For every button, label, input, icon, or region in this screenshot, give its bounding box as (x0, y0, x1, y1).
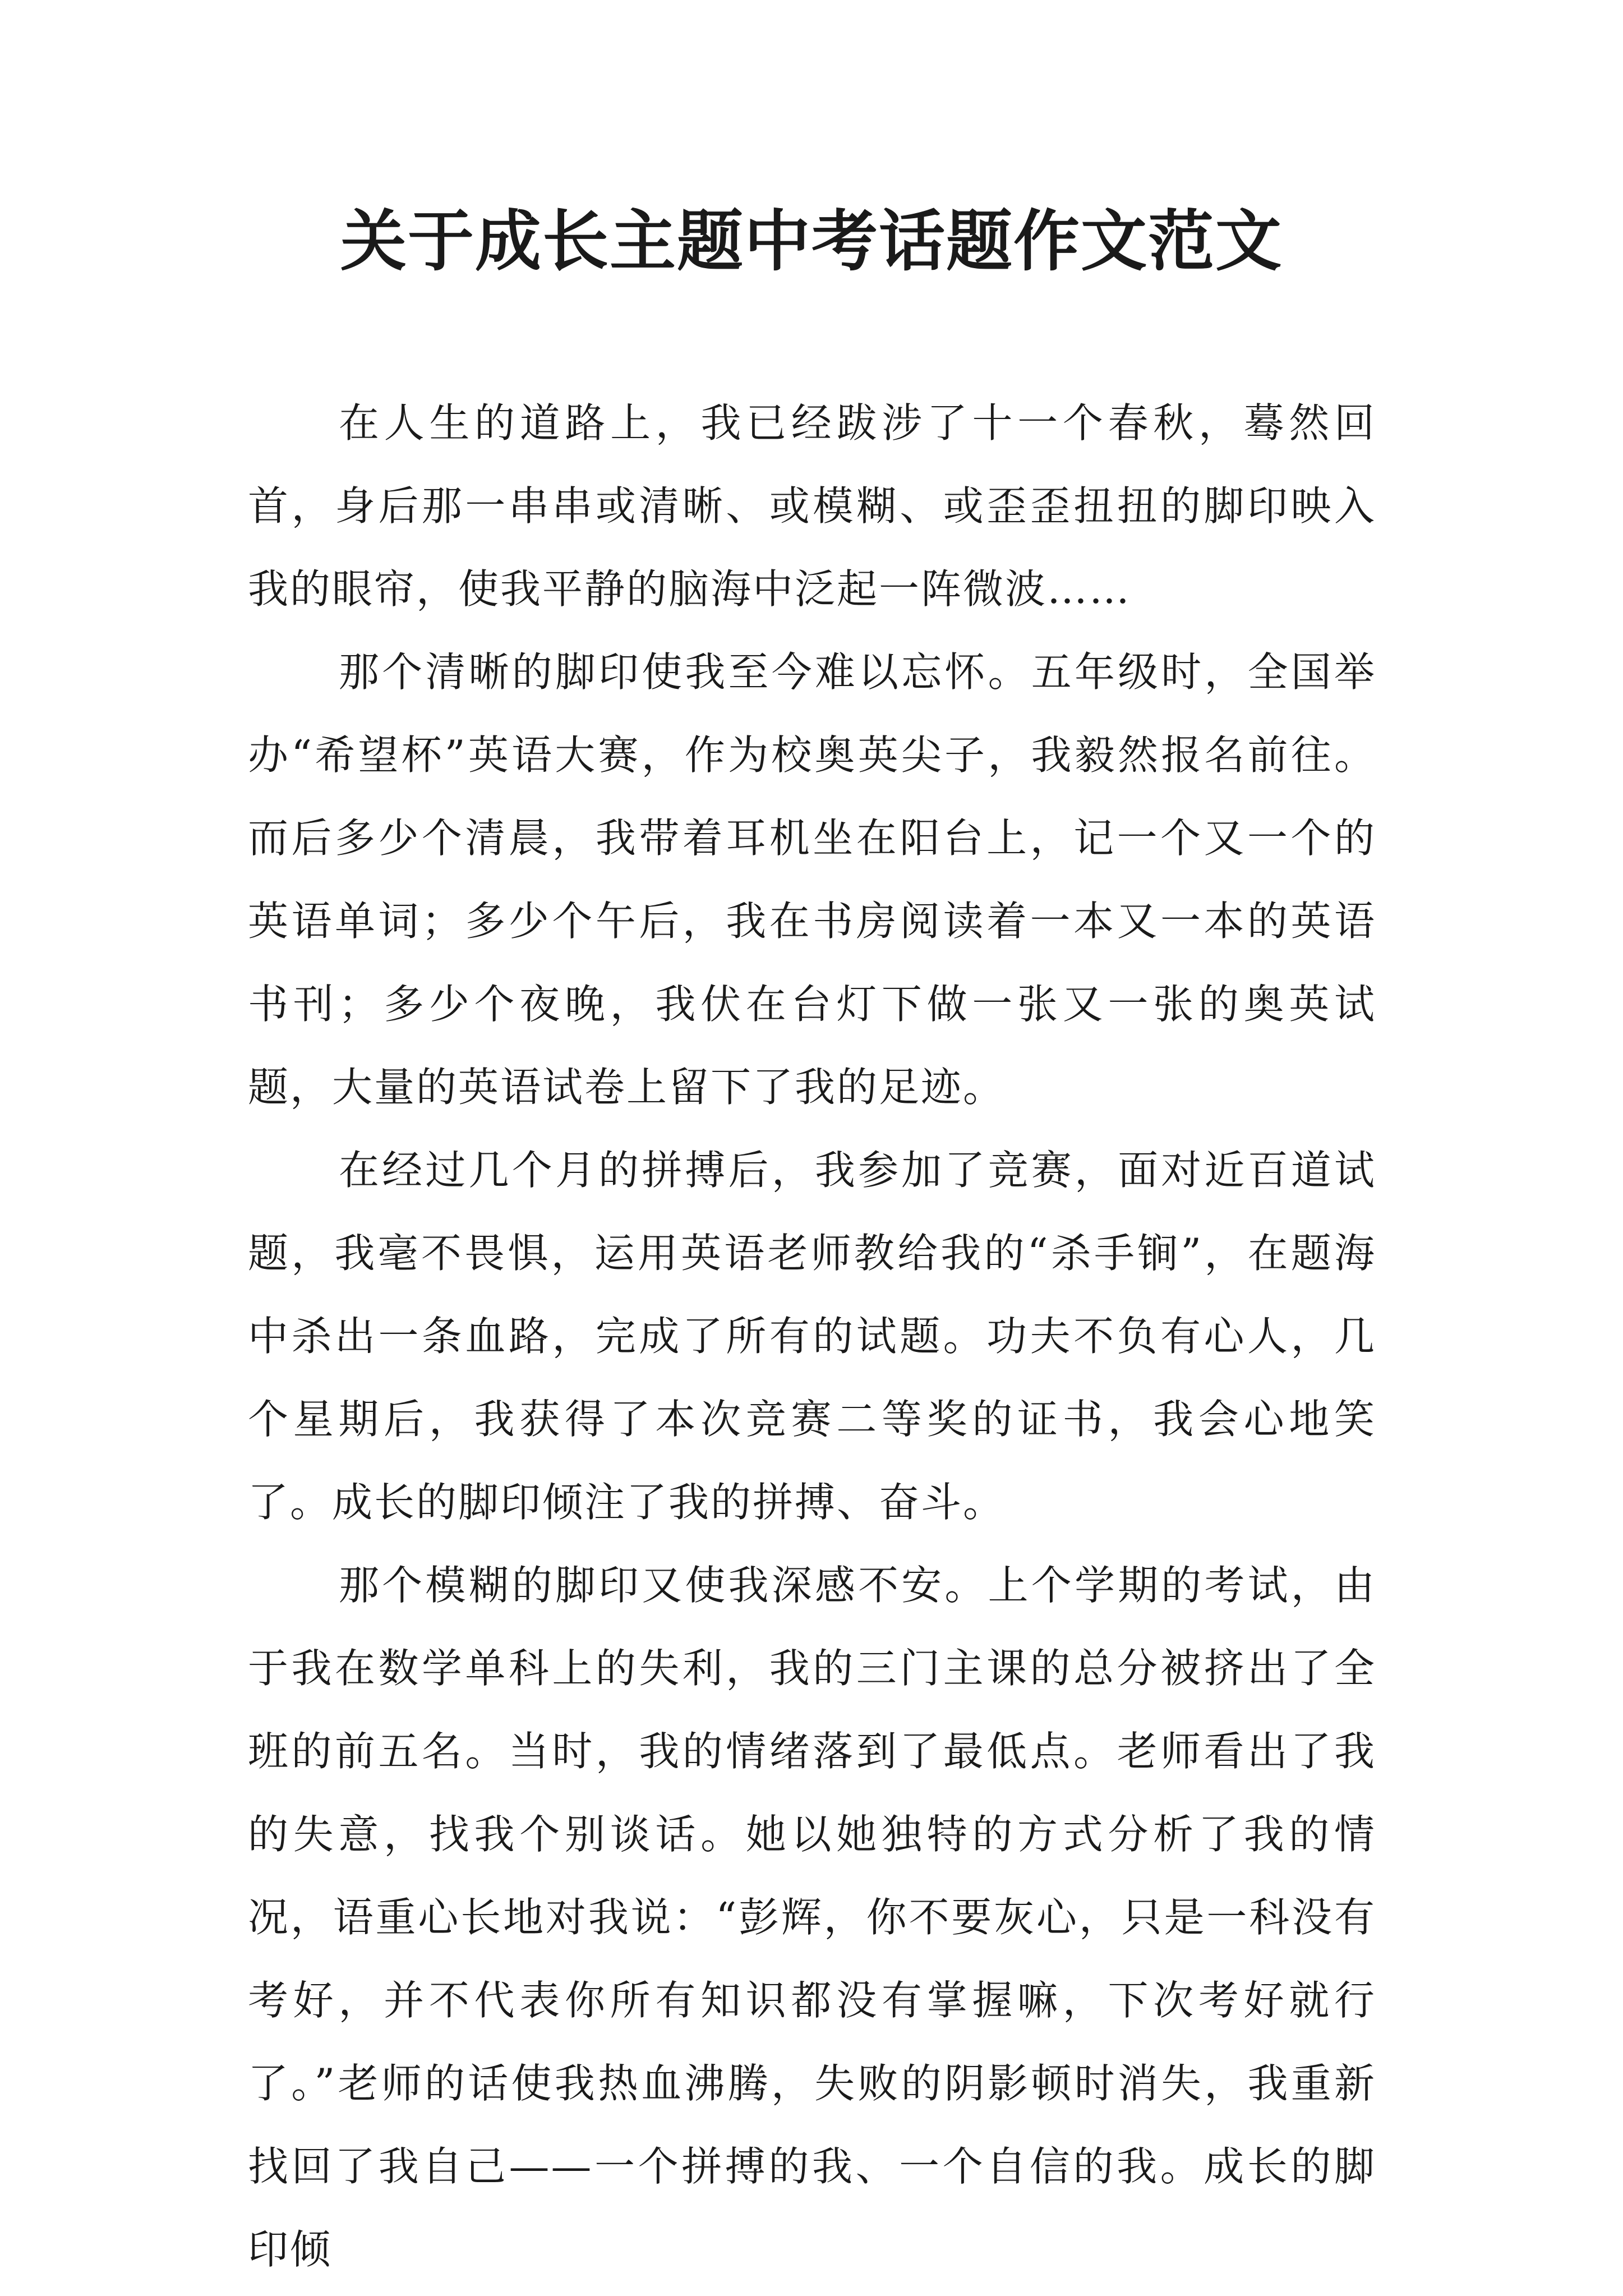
paragraph-3: 在经过几个月的拼搏后，我参加了竞赛，面对近百道试题，我毫不畏惧，运用英语老师教给我的“杀手锏”，在题海中杀出一条血路，完成了所有的试题。功夫不负有心人，几个星期后，我获得了本次竞赛二等奖的证书，我会心地笑了。成长的脚印倾注了我的拼搏、奋斗。 (248, 1147, 1376, 1526)
paragraph-2: 那个清晰的脚印使我至今难以忘怀。五年级时，全国举办“希望杯”英语大赛，作为校奥英尖子，我毅然报名前往。而后多少个清晨，我带着耳机坐在阳台上，记一个又一个的英语单词；多少个午后，我在书房阅读着一本又一本的英语书刊；多少个夜晚，我伏在台灯下做一张又一张的奥英试题，大量的英语试卷上留下了我的足迹。 (248, 648, 1376, 1111)
paragraph-4: 那个模糊的脚印又使我深感不安。上个学期的考试，由于我在数学单科上的失利，我的三门主课的总分被挤出了全班的前五名。当时，我的情绪落到了最低点。老师看出了我的失意，找我个别谈话。她以她独特的方式分析了我的情况，语重心长地对我说：“彭辉，你不要灰心，只是一科没有考好，并不代表你所有知识都没有掌握嘛，下次考好就行了。”老师的话使我热血沸腾，失败的阴影顿时消失，我重新找回了我自己——一个拼搏的我、一个自信的我。成长的脚印倾 (248, 1562, 1376, 2273)
document-title: 关于成长主题中考话题作文范文 (340, 202, 1283, 280)
document-body (248, 381, 1376, 2291)
paragraph-1: 在人生的道路上，我已经跋涉了十一个春秋，蓦然回首，身后那一串串或清晰、或模糊、或歪歪扭扭的脚印映入我的眼帘，使我平静的脑海中泛起一阵微波…… (248, 399, 1376, 613)
